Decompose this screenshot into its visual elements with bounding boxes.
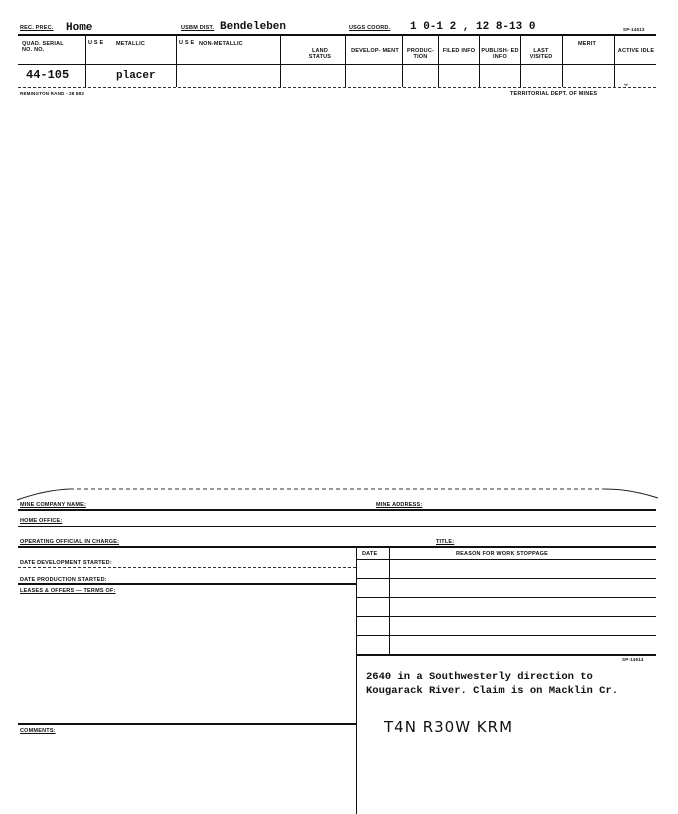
- reason-column-header: REASON FOR WORK STOPPAGE: [456, 551, 548, 557]
- quad-serial-value: 44-105: [26, 68, 70, 82]
- header-merit: MERIT: [578, 41, 597, 47]
- date-column-divider: [389, 546, 390, 654]
- metallic-value: placer: [116, 70, 156, 82]
- stoppage-row-line: [356, 635, 656, 636]
- typed-note: 2640 in a Southwesterly direction to Kougarack River. Claim is on Macklin Cr.: [366, 671, 619, 697]
- stoppage-row-line: [356, 597, 656, 598]
- stoppage-row-line: [356, 616, 656, 617]
- header-use-1: U S E: [88, 40, 104, 46]
- row-bottom-line: [18, 87, 656, 88]
- rec-prec-label: REC. PREC.: [20, 25, 54, 31]
- rec-prec-value: Home: [66, 22, 93, 34]
- col-divider: [402, 34, 403, 87]
- header-last-visited: LAST VISITED: [529, 48, 553, 60]
- col-divider: [479, 34, 480, 87]
- mine-address-label: MINE ADDRESS:: [376, 502, 423, 508]
- date-column-header: DATE: [362, 551, 378, 557]
- header-bottom-line: [18, 64, 656, 65]
- handwritten-note: T4N R30W KRM: [384, 718, 514, 736]
- date-production-label: DATE PRODUCTION STARTED:: [20, 577, 107, 583]
- development-line: [18, 567, 356, 568]
- footer-printer: REMINGTON RAND - 28 882: [20, 91, 85, 96]
- col-divider: [176, 34, 177, 87]
- form-number-top: SP-14613: [623, 27, 645, 32]
- operating-official-label: OPERATING OFFICIAL IN CHARGE:: [20, 539, 120, 545]
- col-divider: [614, 34, 615, 87]
- col-divider: [438, 34, 439, 87]
- card-edge: [15, 484, 660, 504]
- header-development: DEVELOP- MENT: [351, 48, 399, 54]
- company-line: [18, 509, 656, 511]
- home-office-line: [18, 526, 656, 527]
- header-metallic: METALLIC: [116, 41, 145, 47]
- date-development-label: DATE DEVELOPMENT STARTED:: [20, 560, 112, 566]
- col-divider: [280, 34, 281, 87]
- col-divider: [562, 34, 563, 87]
- header-production: PRODUC- TION: [406, 48, 435, 60]
- usbm-dist-label: USBM DIST.: [181, 25, 215, 31]
- top-border: [18, 34, 656, 36]
- stoppage-bottom-line: [356, 654, 656, 656]
- usgs-coord-label: USGS COORD.: [349, 25, 391, 31]
- active-idle-mark: ˬ: [624, 72, 628, 86]
- header-use-2: U S E: [179, 40, 195, 46]
- header-land-status: LAND STATUS: [308, 48, 332, 60]
- header-active-idle: ACTIVE IDLE: [617, 48, 655, 54]
- home-office-label: HOME OFFICE:: [20, 518, 63, 524]
- production-line: [18, 583, 356, 585]
- comments-label: COMMENTS:: [20, 728, 56, 734]
- header-filed-info: FILED INFO: [442, 48, 476, 54]
- stoppage-row-line: [356, 559, 656, 560]
- official-line: [18, 546, 656, 548]
- col-divider: [520, 34, 521, 87]
- form-number-bottom: SP-14614: [622, 657, 644, 662]
- center-divider: [356, 546, 357, 814]
- header-non-metallic: NON-METALLIC: [199, 41, 243, 47]
- leases-bottom-line: [18, 723, 356, 725]
- header-quad-serial: QUAD. SERIAL NO. NO.: [22, 41, 64, 53]
- usbm-dist-value: Bendeleben: [220, 21, 287, 33]
- footer-dept: TERRITORIAL DEPT. OF MINES: [510, 91, 598, 97]
- leases-label: LEASES & OFFERS — TERMS OF:: [20, 588, 116, 594]
- col-divider: [345, 34, 346, 87]
- mine-company-name-label: MINE COMPANY NAME:: [20, 502, 87, 508]
- col-divider: [85, 34, 86, 87]
- title-label: TITLE:: [436, 539, 455, 545]
- stoppage-row-line: [356, 578, 656, 579]
- usgs-coord-value: 1 0-1 2 , 12 8-13 0: [410, 21, 536, 33]
- header-published-info: PUBLISH- ED INFO: [481, 48, 519, 60]
